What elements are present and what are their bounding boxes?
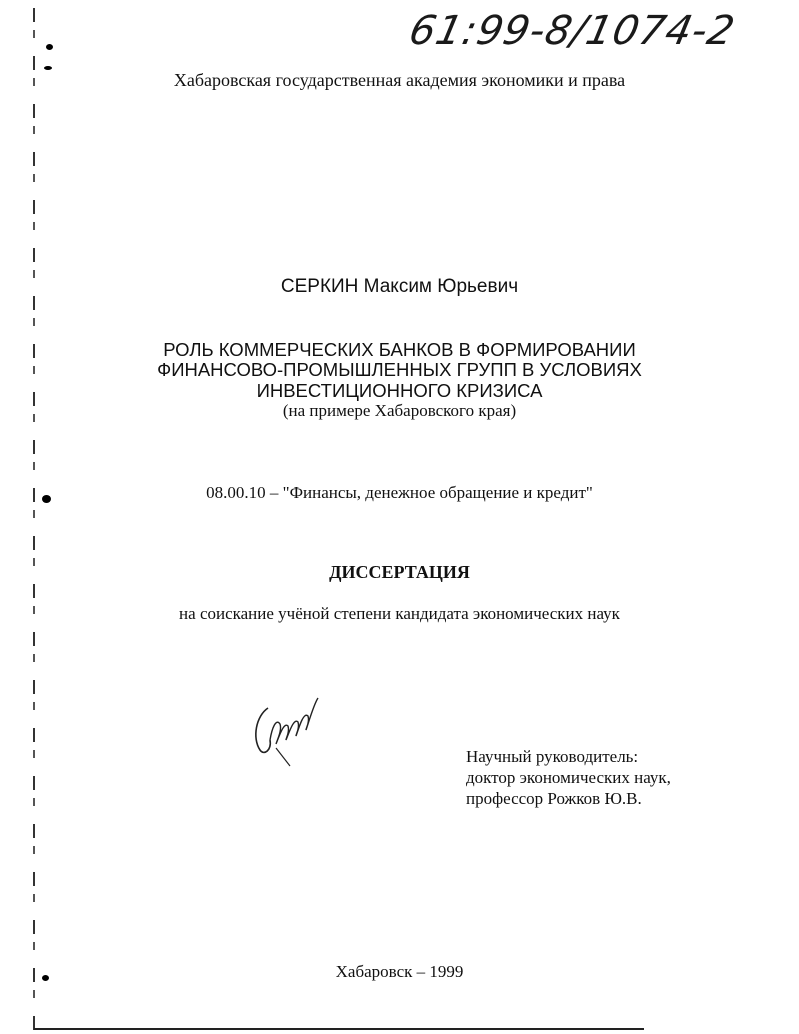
degree-description: на соискание учёной степени кандидата экономических наук (179, 604, 620, 623)
binding-hole-mark (46, 44, 53, 50)
institution-name: Хабаровская государственная академия экономики и права (173, 70, 626, 90)
title-subtitle: (на примере Хабаровского края) (282, 401, 517, 420)
title-line-3: ИНВЕСТИЦИОННОГО КРИЗИСА (256, 380, 543, 401)
specialty-code: 08.00.10 – "Финансы, денежное обращение и кредит" (206, 483, 593, 502)
document-type: ДИССЕРТАЦИЯ (329, 562, 470, 582)
supervisor-block (466, 746, 671, 809)
title-line-2: ФИНАНСОВО-ПРОМЫШЛЕННЫХ ГРУПП В УСЛОВИЯХ (157, 359, 642, 380)
scan-margin-line (33, 8, 35, 1034)
author-name: СЕРКИН Максим Юрьевич (280, 276, 519, 297)
author-signature (250, 688, 330, 768)
scan-bottom-line (34, 1028, 644, 1030)
supervisor-label: Научный руководитель: (466, 747, 639, 766)
catalog-number-handwritten: 61:99-8/1074-2 (405, 8, 740, 54)
city-year: Хабаровск – 1999 (335, 962, 464, 981)
supervisor-degree: доктор экономических наук, (466, 768, 671, 787)
supervisor-name: профессор Рожков Ю.В. (466, 789, 642, 808)
title-line-1: РОЛЬ КОММЕРЧЕСКИХ БАНКОВ В ФОРМИРОВАНИИ (163, 339, 636, 360)
